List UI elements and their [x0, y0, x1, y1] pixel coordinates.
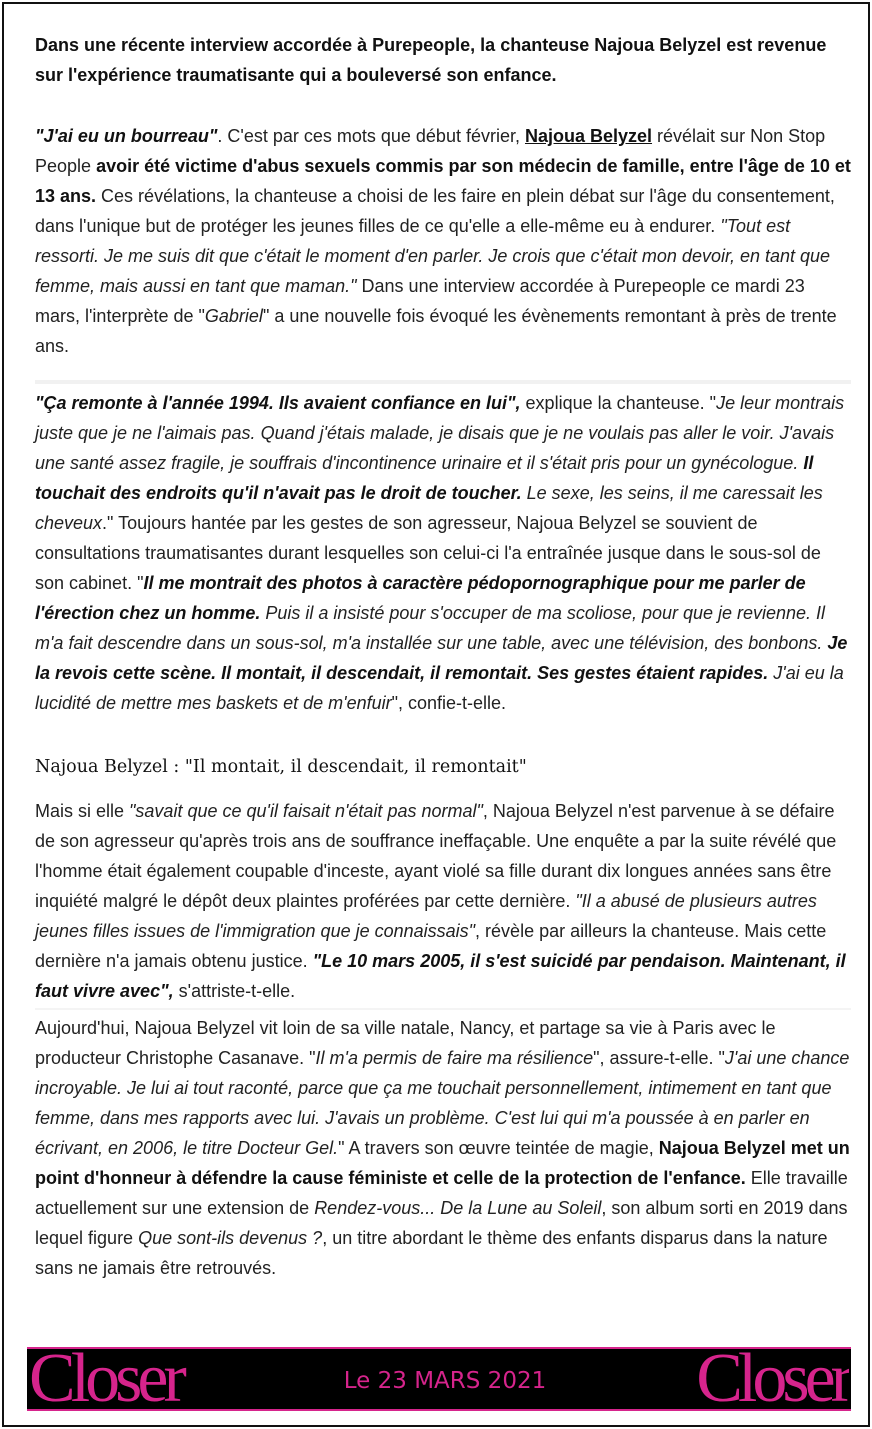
text: ", confie-t-elle. — [391, 693, 507, 713]
quote: Il m'a permis de faire ma résilience — [315, 1048, 594, 1068]
quote: Je leur montrais juste que je ne l'aimais pas. Quand j'étais malade, je disais que je ne voulais pas aller le voir. J'avais une santé assez fragile, je souffrais d'incontinence urinaire et il s'était pris pour un gynécologue. — [35, 393, 845, 473]
footer-banner — [27, 1347, 851, 1411]
article — [35, 30, 851, 1283]
text: . C'est par ces mots que début février, — [217, 126, 525, 146]
publication-date: Le 23 MARS 2021 — [343, 1368, 547, 1394]
quote: "savait que ce qu'il faisait n'était pas normal" — [129, 801, 483, 821]
bold-text: avoir été victime d'abus sexuels commis par son médecin de famille, entre l'âge de 10 et 13 ans. — [35, 156, 851, 206]
text: explique la chanteuse. " — [520, 393, 717, 413]
section-heading: Najoua Belyzel : "Il montait, il descendait, il remontait" — [35, 757, 527, 777]
quote: Le sexe, les seins, il me caressait les cheveux — [35, 483, 823, 533]
album-title: Rendez-vous... De la Lune au Soleil — [314, 1198, 602, 1218]
paragraph-2 — [35, 388, 851, 718]
article-lead: Dans une récente interview accordée à Purepeople, la chanteuse Najoua Belyzel est revenue sur l'expérience traumatisante qui a bouleversé son enfance. — [35, 35, 827, 85]
quote: "Ça remonte à l'année 1994. Ils avaient confiance en lui", — [35, 393, 521, 413]
page-frame — [2, 2, 870, 1427]
text: Mais si elle — [35, 801, 130, 821]
divider — [35, 1008, 851, 1010]
text: Ces révélations, la chanteuse a choisi de les faire en plein débat sur l'âge du consentement, dans l'unique but de protéger les jeunes filles de ce qu'elle a elle-même eu à endurer. — [35, 186, 835, 236]
text: ", assure-t-elle. " — [593, 1048, 725, 1068]
quote: "Tout est ressorti. Je me suis dit que c'était le moment d'en parler. Je crois que c'était mon devoir, en tant que femme, mais aussi en tant que maman." — [35, 216, 831, 296]
text: , un titre abordant le thème des enfants disparus dans la nature sans ne jamais être retrouvés. — [35, 1228, 828, 1278]
text: Elle travaille actuellement sur une extension de — [35, 1168, 848, 1218]
text: Aujourd'hui, Najoua Belyzel vit loin de sa ville natale, Nancy, et partage sa vie à Paris avec le producteur Christophe Casanave. " — [35, 1018, 776, 1068]
artist-link[interactable]: Najoua Belyzel — [524, 126, 653, 146]
quote: "Il a abusé de plusieurs autres jeunes filles issues de l'immigration que je connaissais" — [35, 891, 817, 941]
text: , son album sorti en 2019 dans lequel figure — [35, 1198, 848, 1248]
paragraph-3 — [35, 796, 851, 1006]
text: , Najoua Belyzel n'est parvenue à se défaire de son agresseur qu'après trois ans de souffrance ineffaçable. Une enquête a par la suite révélé que l'homme était également coupable d'inceste, ayant violé sa fille durant dix longues années sans être inquiété malgré le dépôt deux plaintes proférées par cette dernière. — [35, 801, 837, 911]
text: Dans une interview accordée à Purepeople ce mardi 23 mars, l'interprète de " — [35, 276, 805, 326]
quote: Puis il a insisté pour s'occuper de ma scoliose, pour que je revienne. Il m'a fait descendre dans un sous-sol, m'a installée sur une table, avec une télévision, des bonbons. — [35, 603, 826, 653]
quote: J'ai eu la lucidité de mettre mes baskets et de m'enfuir — [35, 663, 844, 713]
text: " A travers son œuvre teintée de magie, — [338, 1138, 659, 1158]
bold-quote: Je la revois cette scène. Il montait, il descendait, il remontait. Ses gestes étaient rapides. — [35, 633, 848, 683]
paragraph-1 — [35, 121, 851, 361]
text: ." Toujours hantée par les gestes de son agresseur, Najoua Belyzel se souvient de consultations traumatisantes durant lesquelles son celui-ci l'a entraînée jusque dans le sous-sol de son cabinet. " — [35, 513, 821, 593]
text: " a une nouvelle fois évoqué les évènements remontant à près de trente ans. — [35, 306, 837, 356]
paragraph-4 — [35, 1013, 851, 1283]
text: s'attriste-t-elle. — [173, 981, 296, 1001]
bold-quote: Il touchait des endroits qu'il n'avait pas le droit de toucher. — [35, 453, 814, 503]
bold-quote: "Le 10 mars 2005, il s'est suicidé par pendaison. Maintenant, il faut vivre avec", — [35, 951, 846, 1001]
bold-quote: Il me montrait des photos à caractère pédopornographique pour me parler de l'érection chez un homme. — [35, 573, 806, 623]
text: , révèle par ailleurs la chanteuse. Mais cette dernière n'a jamais obtenu justice. — [35, 921, 827, 971]
closer-logo-left: Closer — [29, 1349, 182, 1409]
quote: J'ai une chance incroyable. Je lui ai tout raconté, parce que ça me touchait personnellement, intimement en tant que femme, dans mes rapports avec lui. J'avais un problème. C'est lui qui m'a poussée à en parler en écrivant, en 2006, le titre Docteur Gel. — [35, 1048, 850, 1158]
text: révélait sur Non Stop People — [35, 126, 826, 176]
quote: "J'ai eu un bourreau" — [35, 126, 218, 146]
song-title: Gabriel — [204, 306, 263, 326]
divider — [35, 380, 851, 384]
song-title: Que sont-ils devenus ? — [138, 1228, 323, 1248]
closer-logo-right: Closer — [696, 1349, 849, 1409]
bold-text: Najoua Belyzel met un point d'honneur à défendre la cause féministe et celle de la protection de l'enfance. — [35, 1138, 850, 1188]
